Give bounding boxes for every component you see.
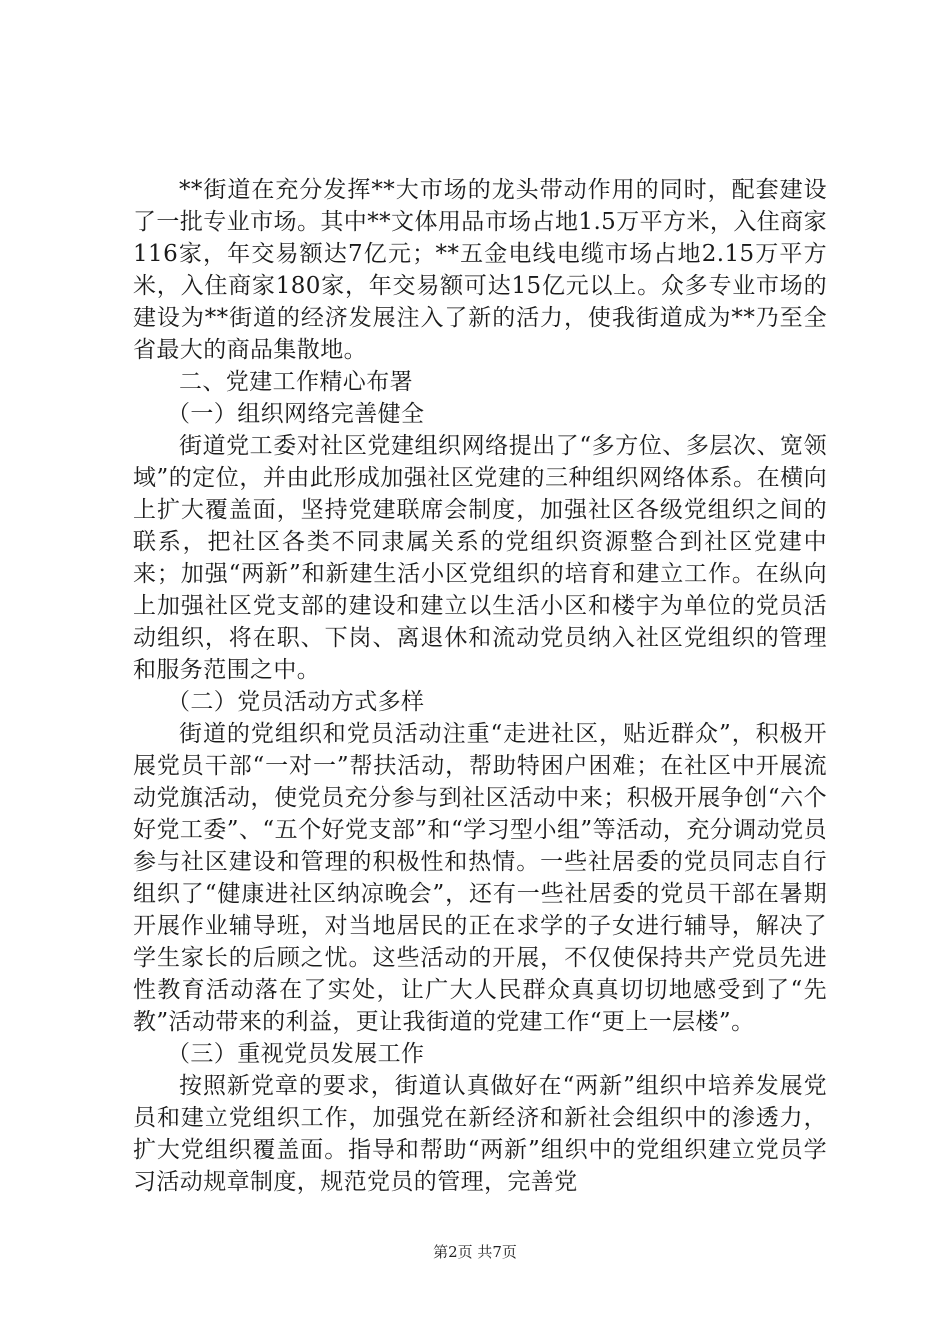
paragraph-organization-network: 街道党工委对社区党建组织网络提出了“多方位、多层次、宽领域”的定位，并由此形成加强社区党建的三种组织网络体系。在横向上扩大覆盖面，坚持党建联席会制度，加强社区各级党组织之间的联系，把社区各类不同隶属关系的党组织资源整合到社区党建中来；加强“两新”和新建生活小区党组织的培育和建立工作。在纵向上加强社区党支部的建设和建立以生活小区和楼宇为单位的党员活动组织，将在职、下岗、离退休和流动党员纳入社区党组织的管理和服务范围之中。: [133, 433, 827, 683]
subheading-member-activities: （二）党员活动方式多样: [167, 689, 425, 715]
subheading-member-development: （三）重视党员发展工作: [167, 1041, 425, 1067]
paragraph-markets: **街道在充分发挥**大市场的龙头带动作用的同时，配套建设了一批专业市场。其中**文体用品市场占地1.5万平方米，入住商家116家，年交易额达7亿元；**五金电线电缆市场占地2.15万平方米，入住商家180家，年交易额可达15亿元以上。众多专业市场的建设为**街道的经济发展注入了新的活力，使我街道成为**乃至全省最大的商品集散地。: [133, 177, 827, 363]
document-body: [133, 174, 827, 1198]
paragraph-member-activities: 街道的党组织和党员活动注重“走进社区，贴近群众”，积极开展党员干部“一对一”帮扶活动，帮助特困户困难；在社区中开展流动党旗活动，使党员充分参与到社区活动中来；积极开展争创“六个好党工委”、“五个好党支部”和“学习型小组”等活动，充分调动党员参与社区建设和管理的积极性和热情。一些社居委的党员同志自行组织了“健康进社区纳凉晚会”，还有一些社居委的党员干部在暑期开展作业辅导班，对当地居民的正在求学的子女进行辅导，解决了学生家长的后顾之忧。这些活动的开展，不仅使保持共产党员先进性教育活动落在了实处，让广大人民群众真真切切地感受到了“先教”活动带来的利益，更让我街道的党建工作“更上一层楼”。: [133, 721, 827, 1035]
subheading-organization-network: （一）组织网络完善健全: [167, 401, 425, 427]
page-number-footer: 第2页 共7页: [433, 1243, 517, 1261]
section-heading-party-building: 二、党建工作精心布署: [179, 369, 413, 395]
paragraph-member-development: 按照新党章的要求，街道认真做好在“两新”组织中培养发展党员和建立党组织工作，加强党在新经济和新社会组织中的渗透力，扩大党组织覆盖面。指导和帮助“两新”组织中的党组织建立党员学习活动规章制度，规范党员的管理，完善党: [133, 1073, 827, 1195]
